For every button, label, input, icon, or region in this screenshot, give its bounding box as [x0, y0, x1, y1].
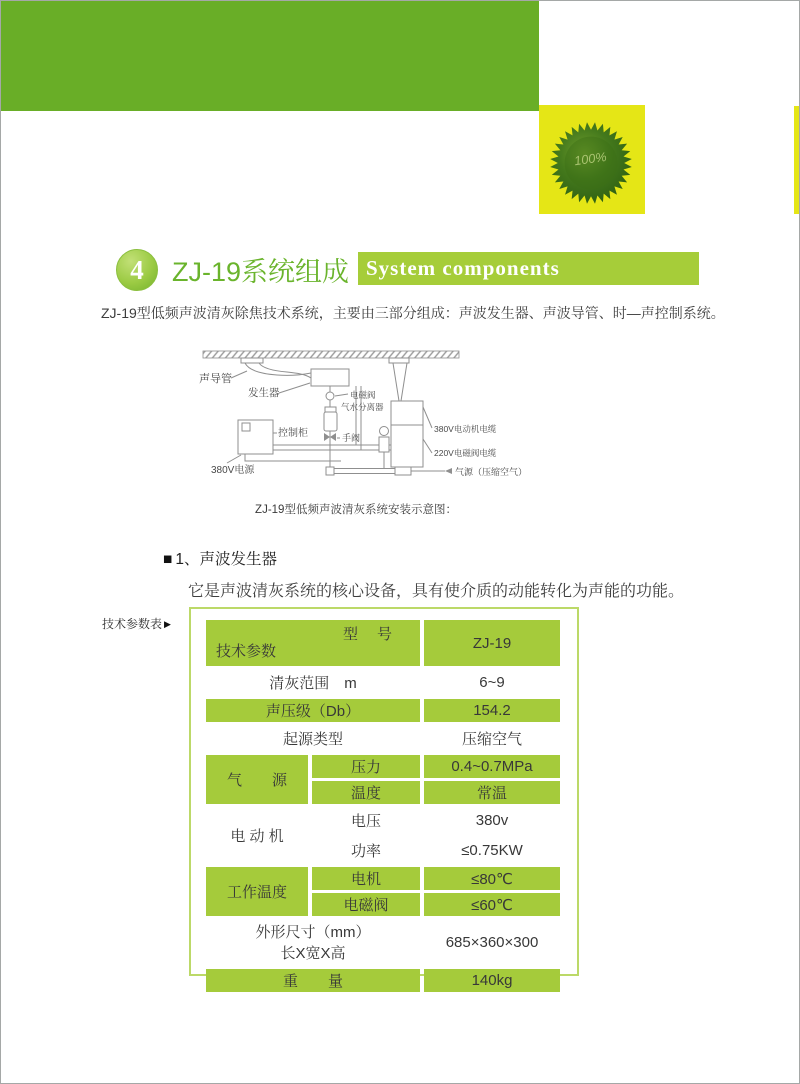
worktemp-group-label: 工作温度	[206, 867, 308, 916]
voltage-value: 380v	[424, 807, 560, 834]
label-duct: 声导管	[199, 373, 232, 385]
air-group-label: 气 源	[206, 755, 308, 804]
power-value: ≤0.75KW	[424, 837, 560, 864]
temp-label: 温度	[312, 781, 420, 804]
label-motor-cable: 380V电动机电缆	[434, 424, 497, 434]
motor-box	[391, 401, 423, 425]
pressure-value: 0.4~0.7MPa	[424, 755, 560, 778]
worktemp-valve-value: ≤60℃	[424, 893, 560, 916]
source-type-value: 压缩空气	[424, 725, 560, 752]
subsection-description: 它是声波清灰系统的核心设备，具有使介质的动能转化为声能的功能。	[188, 583, 685, 600]
separator-cylinder	[324, 412, 337, 431]
diagram-caption: ZJ-19型低频声波清灰系统安装示意图：	[255, 504, 457, 516]
weight-value: 140kg	[424, 969, 560, 992]
installation-diagram	[191, 343, 528, 495]
pressure-label: 压力	[312, 755, 420, 778]
seal-text: 100%	[573, 149, 608, 169]
label-solenoid-cable: 220V电磁阀电缆	[434, 448, 497, 458]
corner-model-label: 型 号	[342, 626, 394, 643]
banner-green-bar	[1, 1, 539, 111]
worktemp-motor-label: 电机	[312, 867, 420, 890]
power-label: 功率	[312, 837, 420, 864]
header-corner-cell	[206, 620, 420, 666]
parameters-table-frame	[189, 607, 579, 990]
corner-params-label: 技术参数	[216, 643, 277, 660]
table-aside-label: 技术参数表 ▶	[102, 617, 171, 631]
dimensions-value: 685×360×300	[424, 919, 560, 966]
intro-paragraph: ZJ-19型低频声波清灰除焦技术系统，主要由三部分组成：声波发生器、声波导管、时—声控制系统。	[101, 305, 725, 321]
label-power: 380V电源	[211, 465, 255, 476]
spl-label: 声压级（Db）	[206, 699, 420, 722]
spl-value: 154.2	[424, 699, 560, 722]
range-value: 6~9	[424, 669, 560, 696]
label-solenoid-valve: 电磁阀	[350, 390, 376, 400]
label-air-source: 气源（压缩空气）	[455, 467, 528, 477]
label-separator: 气水分离器	[341, 402, 384, 412]
dimensions-label: 外形尺寸（mm） 长X宽X高	[206, 919, 420, 966]
worktemp-valve-label: 电磁阀	[312, 893, 420, 916]
quality-seal-icon	[550, 122, 632, 204]
section-title-en: System components	[358, 252, 699, 285]
subsection-heading-text: 1、声波发生器	[175, 551, 277, 568]
section-number-badge: 4	[116, 249, 158, 291]
weight-label: 重 量	[206, 969, 420, 992]
subsection-heading	[163, 547, 277, 569]
range-label: 清灰范围 m	[206, 669, 420, 696]
square-bullet-icon: ■	[163, 551, 173, 568]
ceiling-band	[203, 351, 459, 358]
label-hand-valve: 手阀	[342, 433, 361, 443]
worktemp-motor-value: ≤80℃	[424, 867, 560, 890]
right-arrow-icon: ▶	[164, 619, 171, 629]
temp-value: 常温	[424, 781, 560, 804]
voltage-label: 电压	[312, 807, 420, 834]
motor-group-label: 电 动 机	[206, 807, 308, 864]
section-title-cn: ZJ-19系统组成	[172, 257, 350, 287]
model-value: ZJ-19	[424, 620, 560, 666]
label-control-cabinet: 控制柜	[278, 428, 308, 439]
banner-edge-strip	[794, 106, 800, 214]
label-generator: 发生器	[248, 387, 280, 399]
source-type-label: 起源类型	[206, 725, 420, 752]
generator-box	[311, 369, 349, 386]
parameters-table	[202, 617, 564, 995]
